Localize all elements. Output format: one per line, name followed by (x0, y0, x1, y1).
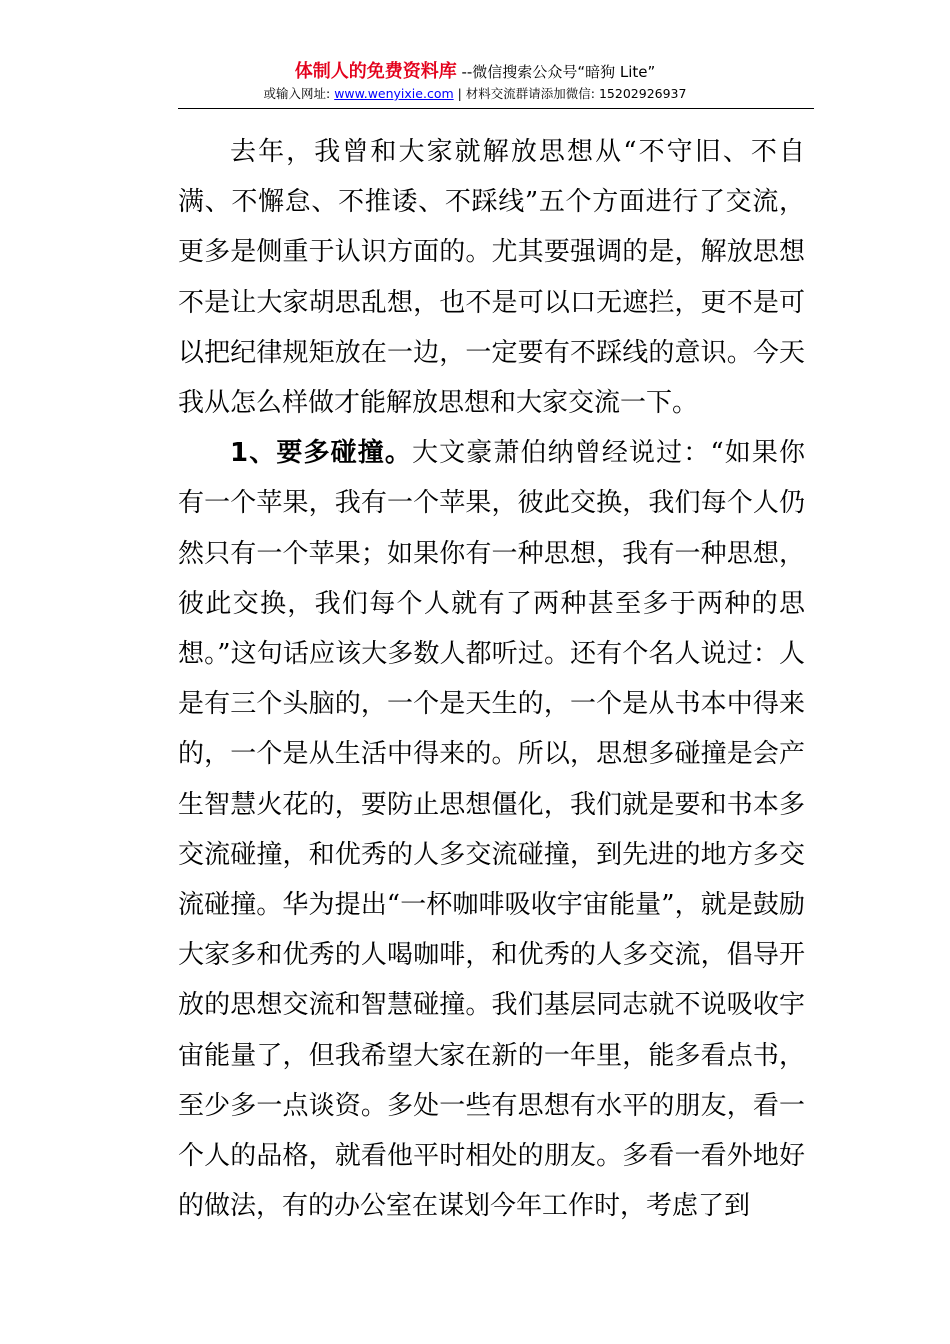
paragraph-point-1-text: 大文豪萧伯纳曾经说过：“如果你有一个苹果，我有一个苹果，彼此交换，我们每个人仍然只有一个苹果；如果你有一种思想，我有一种思想，彼此交换，我们每个人就有了两种甚至多于两种的思想。”这句话应该大多数人都听过。还有个名人说过：人是有三个头脑的，一个是天生的，一个是从书本中得来的，一个是从生活中得来的。所以，思想多碰撞是会产生智慧火花的，要防止思想僵化，我们就是要和书本多交流碰撞，和优秀的人多交流碰撞，到先进的地方多交流碰撞。华为提出“一杯咖啡吸收宇宙能量”，就是鼓励大家多和优秀的人喝咖啡，和优秀的人多交流，倡导开放的思想交流和智慧碰撞。我们基层同志就不说吸收宇宙能量了，但我希望大家在新的一年里，能多看点书，至少多一点谈资。多处一些有思想有水平的朋友，看一个人的品格，就看他平时相处的朋友。多看一看外地好的做法，有的办公室在谋划今年工作时，考虑了到 (178, 438, 806, 1222)
brand-title: 体制人的免费资料库 (294, 61, 457, 82)
section-heading: 1、要多碰撞。 (230, 438, 412, 469)
page-header (0, 62, 950, 103)
header-url-line (0, 85, 950, 103)
header-title-line (0, 62, 950, 82)
paragraph-intro: 去年，我曾和大家就解放思想从“不守旧、不自满、不懈怠、不推诿、不踩线”五个方面进行了交流，更多是侧重于认识方面的。尤其要强调的是，解放思想不是让大家胡思乱想，也不是可以口无遮拦，更不是可以把纪律规矩放在一边，一定要有不踩线的意识。今天我从怎么样做才能解放思想和大家交流一下。 (178, 137, 805, 419)
paragraph-point-1 (178, 428, 805, 1231)
document-body (178, 127, 805, 1231)
url-prefix: 或输入网址: (263, 86, 335, 101)
contact-info: | 材料交流群请添加微信: 15202926937 (453, 86, 687, 101)
header-divider (178, 108, 814, 109)
header-tagline: --微信搜索公众号“暗狗 Lite” (456, 63, 656, 81)
website-link[interactable]: www.wenyixie.com (334, 86, 454, 101)
